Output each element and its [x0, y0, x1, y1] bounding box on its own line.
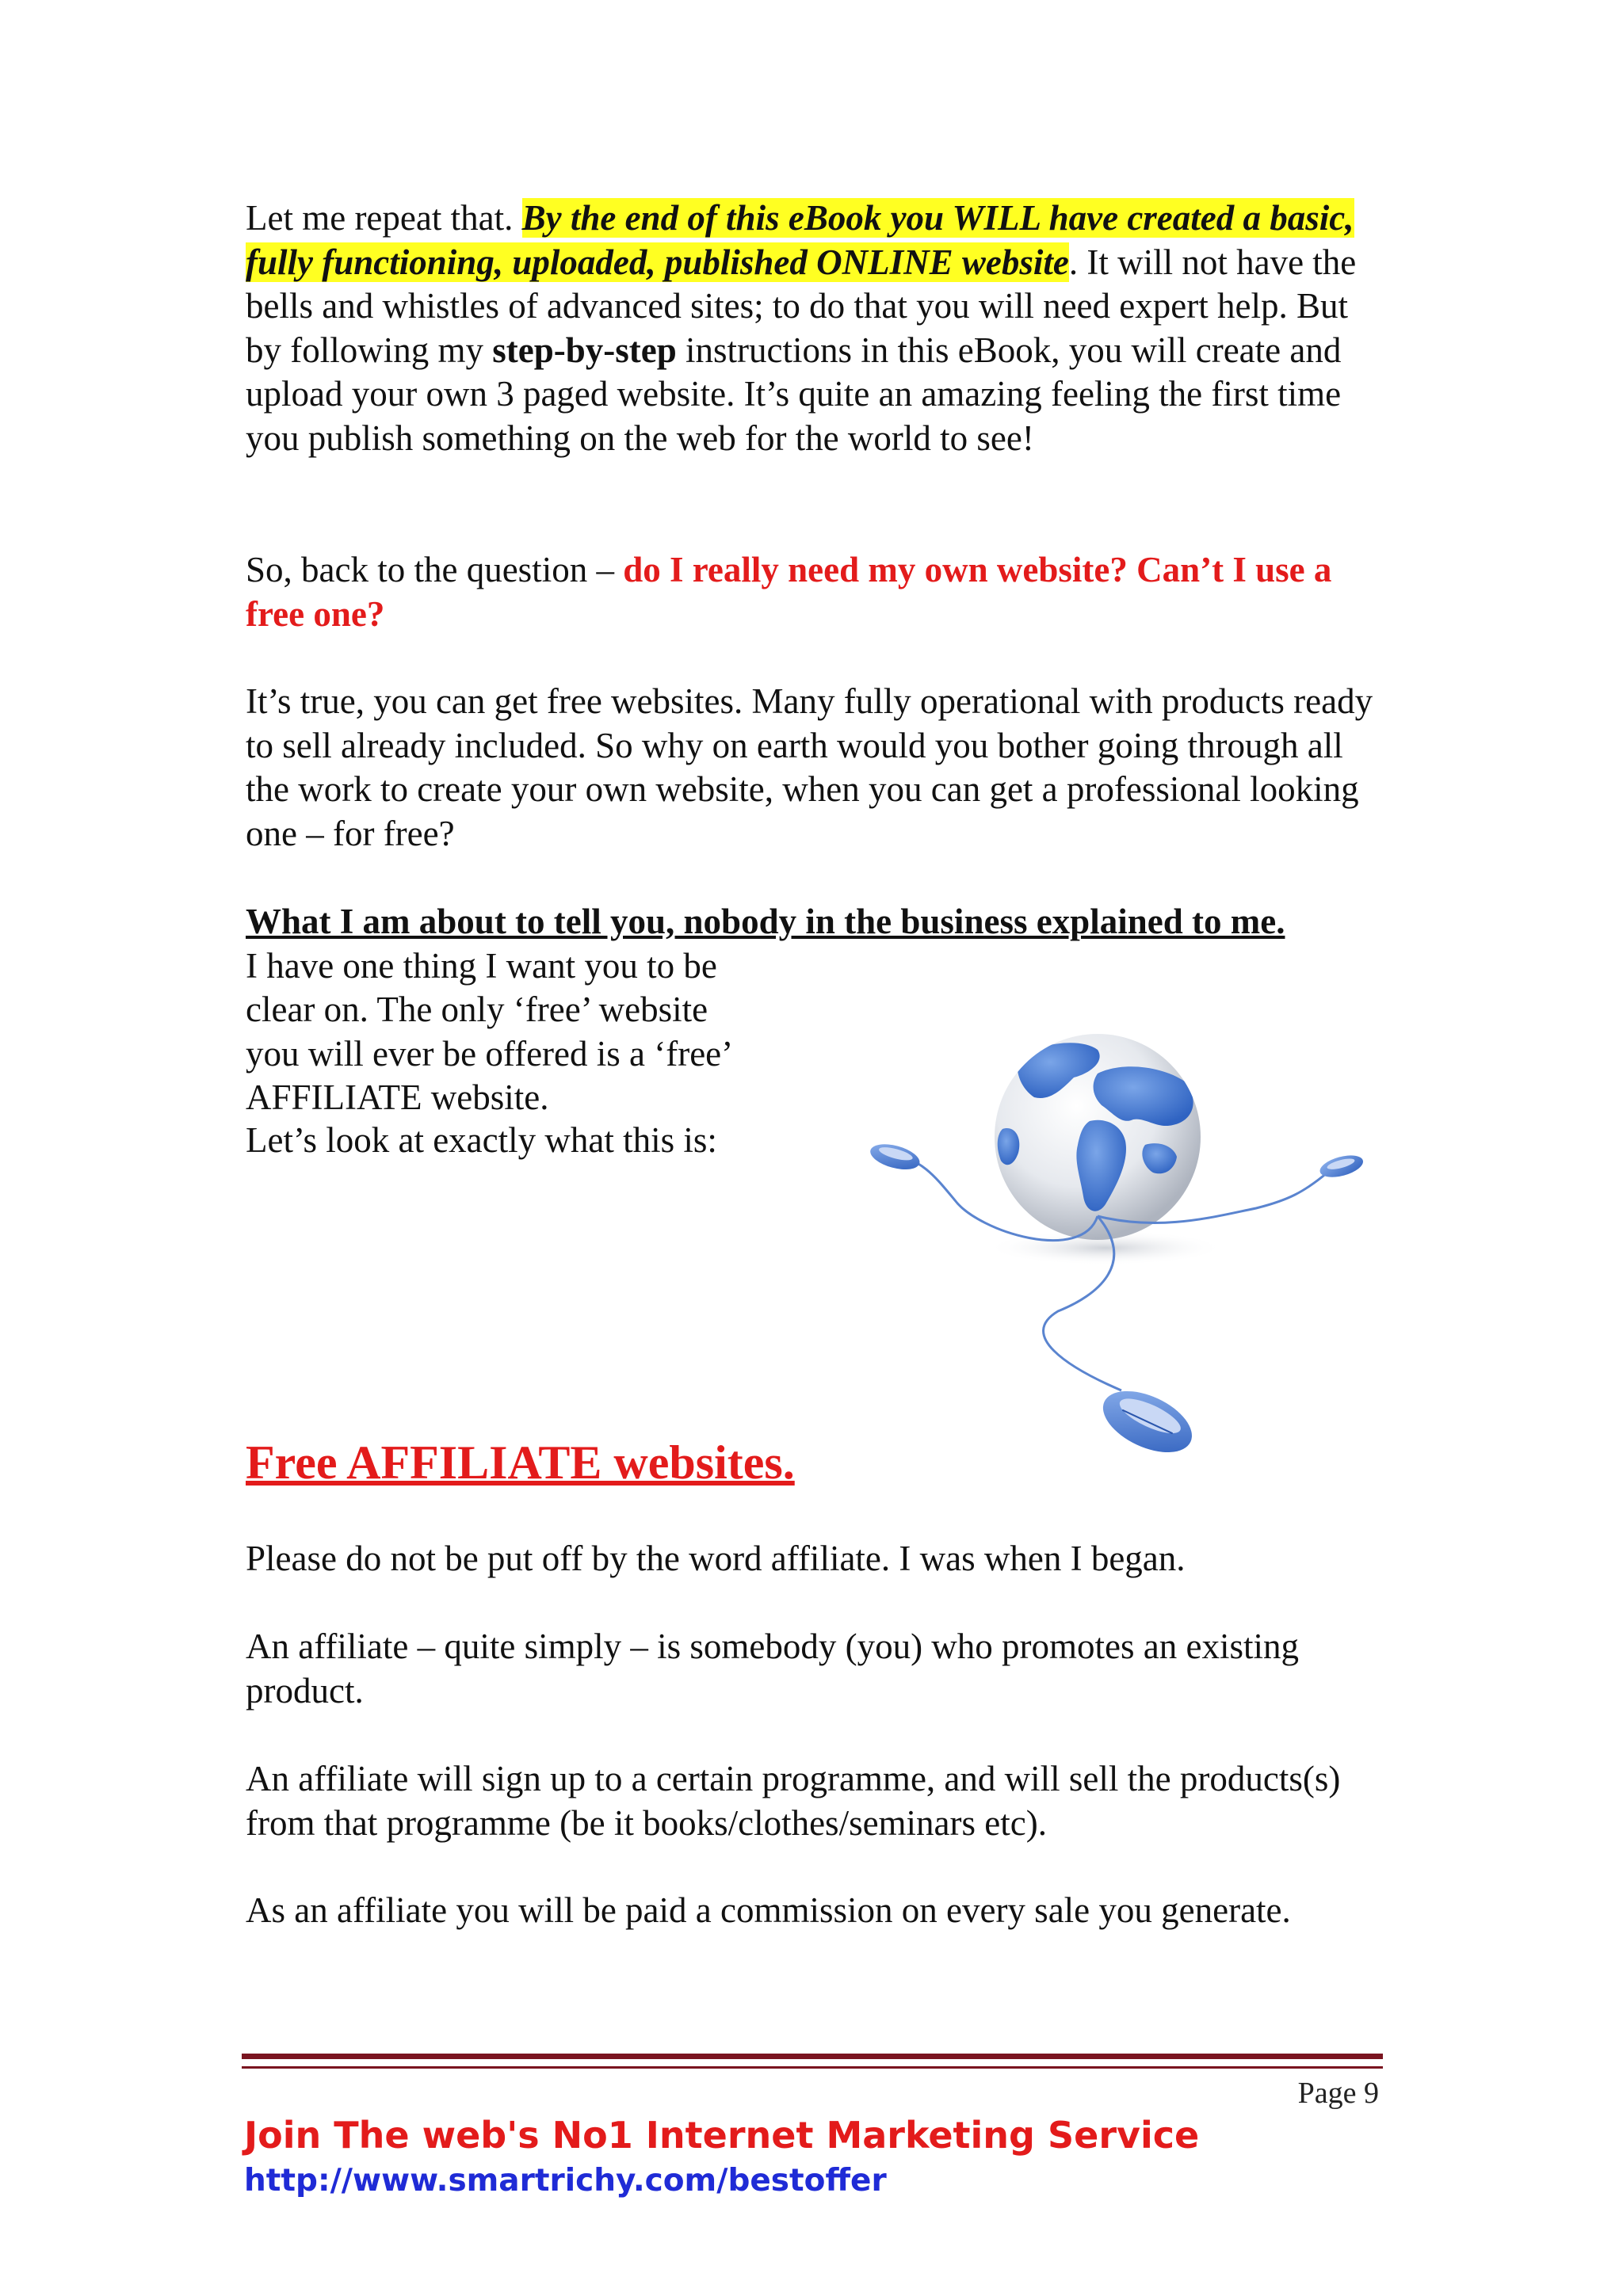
affiliate-heading-text: Free AFFILIATE websites.	[246, 1436, 795, 1489]
clarification-line1: I have one thing I want you to be clear on. The only ‘free’ website you will ever be offered is a ‘free’	[246, 945, 734, 1074]
intro-middle: . It will not have the bells and whistles of advanced sites; to do that you will need expert help. But by following my	[246, 242, 1357, 370]
paragraph-question	[246, 548, 1387, 636]
paragraph-look: Let’s look at exactly what this is:	[246, 1120, 717, 1160]
intro-tail: instructions in this eBook, you will create and upload your own 3 paged website. It’s quite an amazing feeling the first time you publish something on the web for the world to see!	[246, 330, 1342, 458]
clarification-line2: AFFILIATE website.	[246, 1077, 549, 1117]
highlighted-promise: By the end of this eBook you WILL have created a basic, fully functioning, uploaded, published ONLINE website	[246, 198, 1354, 282]
footer-divider-thick	[242, 2054, 1383, 2059]
paragraph-free-websites: It’s true, you can get free websites. Many fully operational with products ready to sell already included. So why on earth would you bother going through all the work to create your own website, when you can get a professional looking one – for free?	[246, 681, 1373, 853]
section-heading-affiliate	[246, 1434, 1387, 1491]
footer-promo-text: Join The web's No1 Internet Marketing Service	[244, 2114, 1200, 2157]
paragraph-affiliate-programme: An affiliate will sign up to a certain programme, and will sell the products(s) from that programme (be it books/clothes/seminars etc).	[246, 1759, 1341, 1843]
page-number: Page 9	[1297, 2077, 1379, 2110]
clarification-heading: What I am about to tell you, nobody in the business explained to me.	[246, 902, 1285, 941]
intro-lead: Let me repeat that.	[246, 198, 522, 238]
paragraph-affiliate-definition: An affiliate – quite simply – is somebody (you) who promotes an existing product.	[246, 1627, 1299, 1711]
globe-with-computer-mice-icon	[860, 1026, 1407, 1470]
paragraph-affiliate-commission: As an affiliate you will be paid a commission on every sale you generate.	[246, 1890, 1291, 1930]
step-by-step-text: step-by-step	[492, 330, 677, 370]
paragraph-intro	[246, 196, 1387, 460]
question-lead: So, back to the question –	[246, 550, 624, 589]
question-red: do I really need my own website? Can’t I use a free one?	[246, 550, 1332, 634]
paragraph-affiliate-word: Please do not be put off by the word affiliate. I was when I began.	[246, 1539, 1186, 1578]
clarification-line1-wrap	[246, 944, 737, 1077]
footer-divider-thin	[242, 2066, 1383, 2069]
footer-url-link[interactable]: http://www.smartrichy.com/bestoffer	[244, 2163, 887, 2199]
